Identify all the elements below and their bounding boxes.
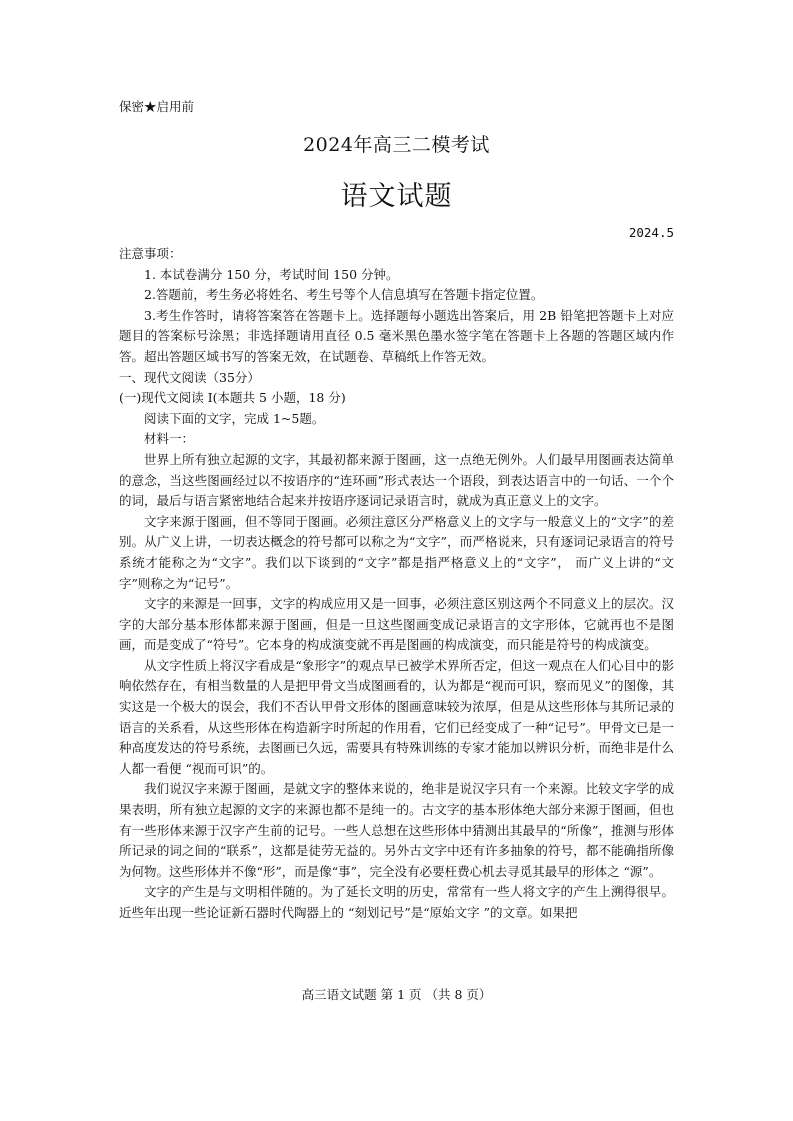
paragraph-4: 从文字性质上将汉字看成是“象形字”的观点早已被学术界所否定，但这一观点在人们心目中的影响依然存在，有相当数量的人是把甲骨文当成图画看的，认为都是“视而可识，察而见义”的图像，其实这是一个极大的误会，我们不否认甲骨文形体的图画意味较为浓厚，但是从这些形体与其所记录的语言的关系看，从这些形体在构造新字时所起的作用看，它们已经变成了一种“记号”。甲骨文已是一种高度发达的符号系统，去图画已久远，需要具有特殊训练的专家才能加以辨识分析，而绝非是什么人都一看便 “视而可识”的。 <box>119 657 674 776</box>
paragraph-3: 文字的来源是一回事，文字的构成应用又是一回事，必须注意区别这两个不同意义上的层次。汉字的大部分基本形体都来源于图画，但是一旦这些图画变成记录语言的文字形体，它就再也不是图画，而是变成了“符号”。它本身的构成演变就不再是图画的构成演变，而只能是符号的构成演变。 <box>119 596 674 653</box>
material-label: 材料一： <box>144 431 195 447</box>
exam-date: 2024.5 <box>628 225 674 240</box>
note-item-2: 2.答题前，考生务必将姓名、考生号等个人信息填写在答题卡指定位置。 <box>144 287 544 303</box>
notes-heading: 注意事项： <box>119 246 182 261</box>
confidential-label: 保密★启用前 <box>119 99 195 114</box>
paragraph-5: 我们说汉字来源于图画，是就文字的整体来说的，绝非是说汉字只有一个来源。比较文字学的成果表明，所有独立起源的文字的来源也都不是纯一的。古文字的基本形体绝大部分来源于图画，但也有一些形体来源于汉字产生前的记号。一些人总想在这些形体中猜测出其最早的“所像”，推测与形体所记录的词之间的“联系”，这都是徒劳无益的。另外古文字中还有许多抽象的符号，都不能确指所像为何物。这些形体并不像“形”，而是像“事”，完全没有必要枉费心机去寻觅其最早的形体之 “源”。 <box>119 781 674 879</box>
paragraph-6: 文字的产生是与文明相伴随的。为了延长文明的历史，常常有一些人将文字的产生上溯得很早。近些年出现一些论证新石器时代陶器上的 “刻划记号”是“原始文字 ”的文章。如果把 <box>119 884 674 920</box>
exam-body <box>119 244 674 924</box>
paragraph-2: 文字来源于图画，但不等同于图画。必须注意区分严格意义上的文字与一般意义上的“文字”的差别。从广义上讲，一切表达概念的符号都可以称之为“文字”，而严格说来，只有逐词记录语言的符号系统才能称之为“文字”。我们以下谈到的“文字”都是指严格意义上的“文字”， 而广义上讲的“文字”则称之为“记号”。 <box>119 513 674 591</box>
note-item-3: 3.考生作答时，请将答案答在答题卡上。选择题每小题选出答案后，用 2B 铅笔把答题卡上对应题目的答案标号涂黑；非选择题请用直径 0.5 毫米黑色墨水签字笔在答题卡上各题的答题区域内作答。超出答题区域书写的答案无效，在试题卷、草稿纸上作答无效。 <box>119 307 674 364</box>
section-subtitle: (一)现代文阅读 I(本题共 5 小题，18 分) <box>119 390 346 406</box>
subject-title: 语文试题 <box>340 181 453 212</box>
exam-title: 2024年高三二模考试 <box>303 134 490 156</box>
section-instruction: 阅读下面的文字，完成 1~5题。 <box>144 410 325 426</box>
section-title: 一、现代文阅读（35分） <box>119 369 260 385</box>
note-item-1: 1. 本试卷满分 150 分，考试时间 150 分钟。 <box>144 266 399 282</box>
paragraph-1: 世界上所有独立起源的文字，其最初都来源于图画，这一点绝无例外。人们最早用图画表达简单的意念，当这些图画经过以不按语序的“连环画”形式表达一个语段，到表达语言中的一句话、一个个的词，最后与语言紧密地结合起来并按语序逐词记录语言时，就成为真正意义上的文字。 <box>119 451 674 509</box>
page-footer: 高三语文试题 第 1 页 （共 8 页） <box>301 987 492 1002</box>
